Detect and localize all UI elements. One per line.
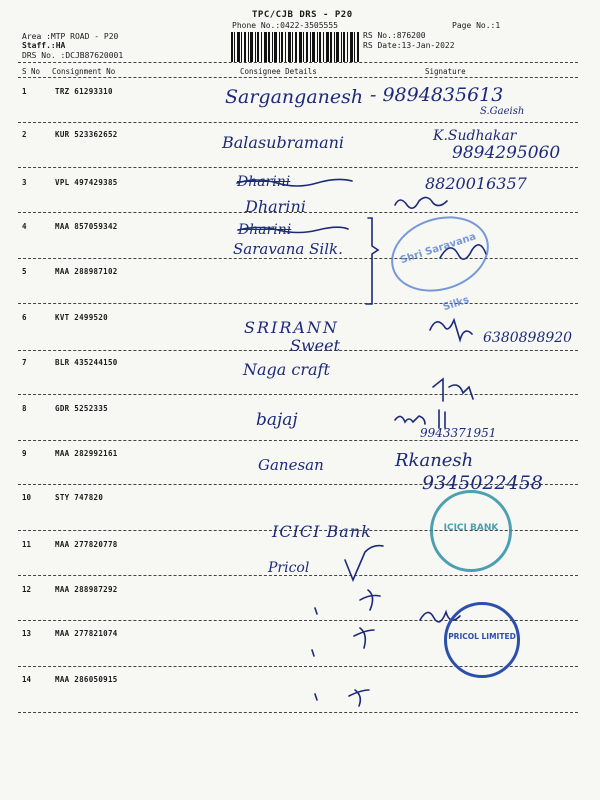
row-sno: 3 — [22, 178, 27, 187]
tick-mark — [315, 608, 317, 614]
row-consignment: STY 747820 — [55, 493, 104, 502]
stamp-text: ICICI BANK — [443, 523, 499, 533]
handwritten-consignee: Sweet — [290, 336, 341, 355]
row-sno: 4 — [22, 222, 27, 231]
row-sno: 10 — [22, 493, 32, 502]
row-consignment: TRZ 61293310 — [55, 87, 113, 96]
handwritten-consignee-struck: Dharini — [238, 222, 292, 238]
tick-mark — [360, 590, 380, 610]
row-sno: 5 — [22, 267, 27, 276]
column-signature: Signature — [425, 67, 466, 76]
phone-number: Phone No.:0422-3505555 — [232, 21, 338, 30]
column-sno: S No — [22, 67, 41, 76]
row-consignment: MAA 286050915 — [55, 675, 118, 684]
row-consignment: KUR 523362652 — [55, 130, 118, 139]
handwritten-consignee: Saravana Silk. — [233, 240, 343, 258]
tick-mark — [345, 546, 383, 580]
handwritten-phone: 6380898920 — [483, 330, 573, 346]
row-consignment: MAA 288987292 — [55, 585, 118, 594]
column-consignee: Consignee Details — [240, 67, 317, 76]
page-number: Page No.:1 — [452, 21, 501, 30]
row-consignment: MAA 857059342 — [55, 222, 118, 231]
handwritten-consignee: bajaj — [256, 410, 298, 430]
handwritten-consignee: Pricol — [268, 560, 310, 576]
handwritten-phone: 9345022458 — [422, 472, 543, 494]
row-sno: 8 — [22, 404, 27, 413]
signature-scribble — [395, 410, 445, 428]
row-sno: 7 — [22, 358, 27, 367]
handwritten-phone: 8820016357 — [425, 174, 527, 193]
handwritten-consignee: Balasubramani — [222, 133, 345, 152]
row-sno: 6 — [22, 313, 27, 322]
row-sno: 9 — [22, 449, 27, 458]
row-sno: 13 — [22, 629, 32, 638]
strikeout-scribble — [238, 227, 348, 232]
document-title: TPC/CJB DRS - P20 — [252, 10, 353, 20]
row-consignment: MAA 282992161 — [55, 449, 118, 458]
stamp-text: PRICOL LIMITED — [448, 632, 516, 641]
strikeout-scribble — [237, 179, 352, 186]
handwritten-phone: 9943371951 — [420, 426, 497, 440]
handwritten-signature: Rkanesh — [395, 450, 474, 471]
tick-mark — [315, 694, 317, 700]
handwritten-phone: 9894295060 — [452, 143, 561, 163]
row-sno: 11 — [22, 540, 32, 549]
handwritten-consignee: Ganesan — [258, 456, 324, 474]
row-consignment: MAA 277821074 — [55, 629, 118, 638]
row-consignment: GDR 5252335 — [55, 404, 108, 413]
row-consignment: VPL 497429385 — [55, 178, 118, 187]
handwritten-consignee: Naga craft — [243, 360, 330, 379]
staff-label: Staff.:HA — [22, 41, 66, 50]
signature-scribble — [395, 197, 447, 208]
tick-mark — [312, 650, 314, 656]
row-sno: 12 — [22, 585, 32, 594]
handwritten-phone: - 9894835613 — [370, 84, 504, 106]
rs-number: RS No.:876200 — [363, 31, 426, 40]
handwritten-consignee: Sarganganesh — [225, 86, 364, 108]
icici-stamp — [430, 490, 512, 572]
tick-mark — [354, 628, 374, 648]
tick-mark — [349, 690, 369, 706]
handwritten-consignee: ICICI Bank — [272, 522, 372, 541]
handwritten-consignee: Dharini — [245, 197, 306, 216]
row-sno: 2 — [22, 130, 27, 139]
row-consignment: MAA 277820778 — [55, 540, 118, 549]
row-sno: 14 — [22, 675, 32, 684]
signature-scribble — [433, 379, 473, 401]
area-label: Area :MTP ROAD - P20 — [22, 32, 119, 41]
row-sno: 1 — [22, 87, 27, 96]
stamp-text: Shri Saravana Silks — [399, 231, 478, 314]
row-consignment: BLR 435244150 — [55, 358, 118, 367]
row-consignment: MAA 288987102 — [55, 267, 118, 276]
pricol-stamp — [444, 602, 520, 678]
row-consignment: KVT 2499520 — [55, 313, 108, 322]
rs-date: RS Date:13-Jan-2022 — [363, 41, 455, 50]
drs-number: DRS No. :DCJB87620001 — [22, 51, 124, 60]
handwritten-signature: S.Gaeish — [480, 106, 525, 117]
handwritten-consignee-struck: Dharini — [237, 174, 291, 190]
bracket-mark — [366, 218, 378, 304]
handwritten-consignee: SRIRANN — [244, 318, 339, 337]
column-consignment: Consignment No — [52, 67, 116, 76]
handwritten-signature: K.Sudhakar — [433, 128, 517, 144]
